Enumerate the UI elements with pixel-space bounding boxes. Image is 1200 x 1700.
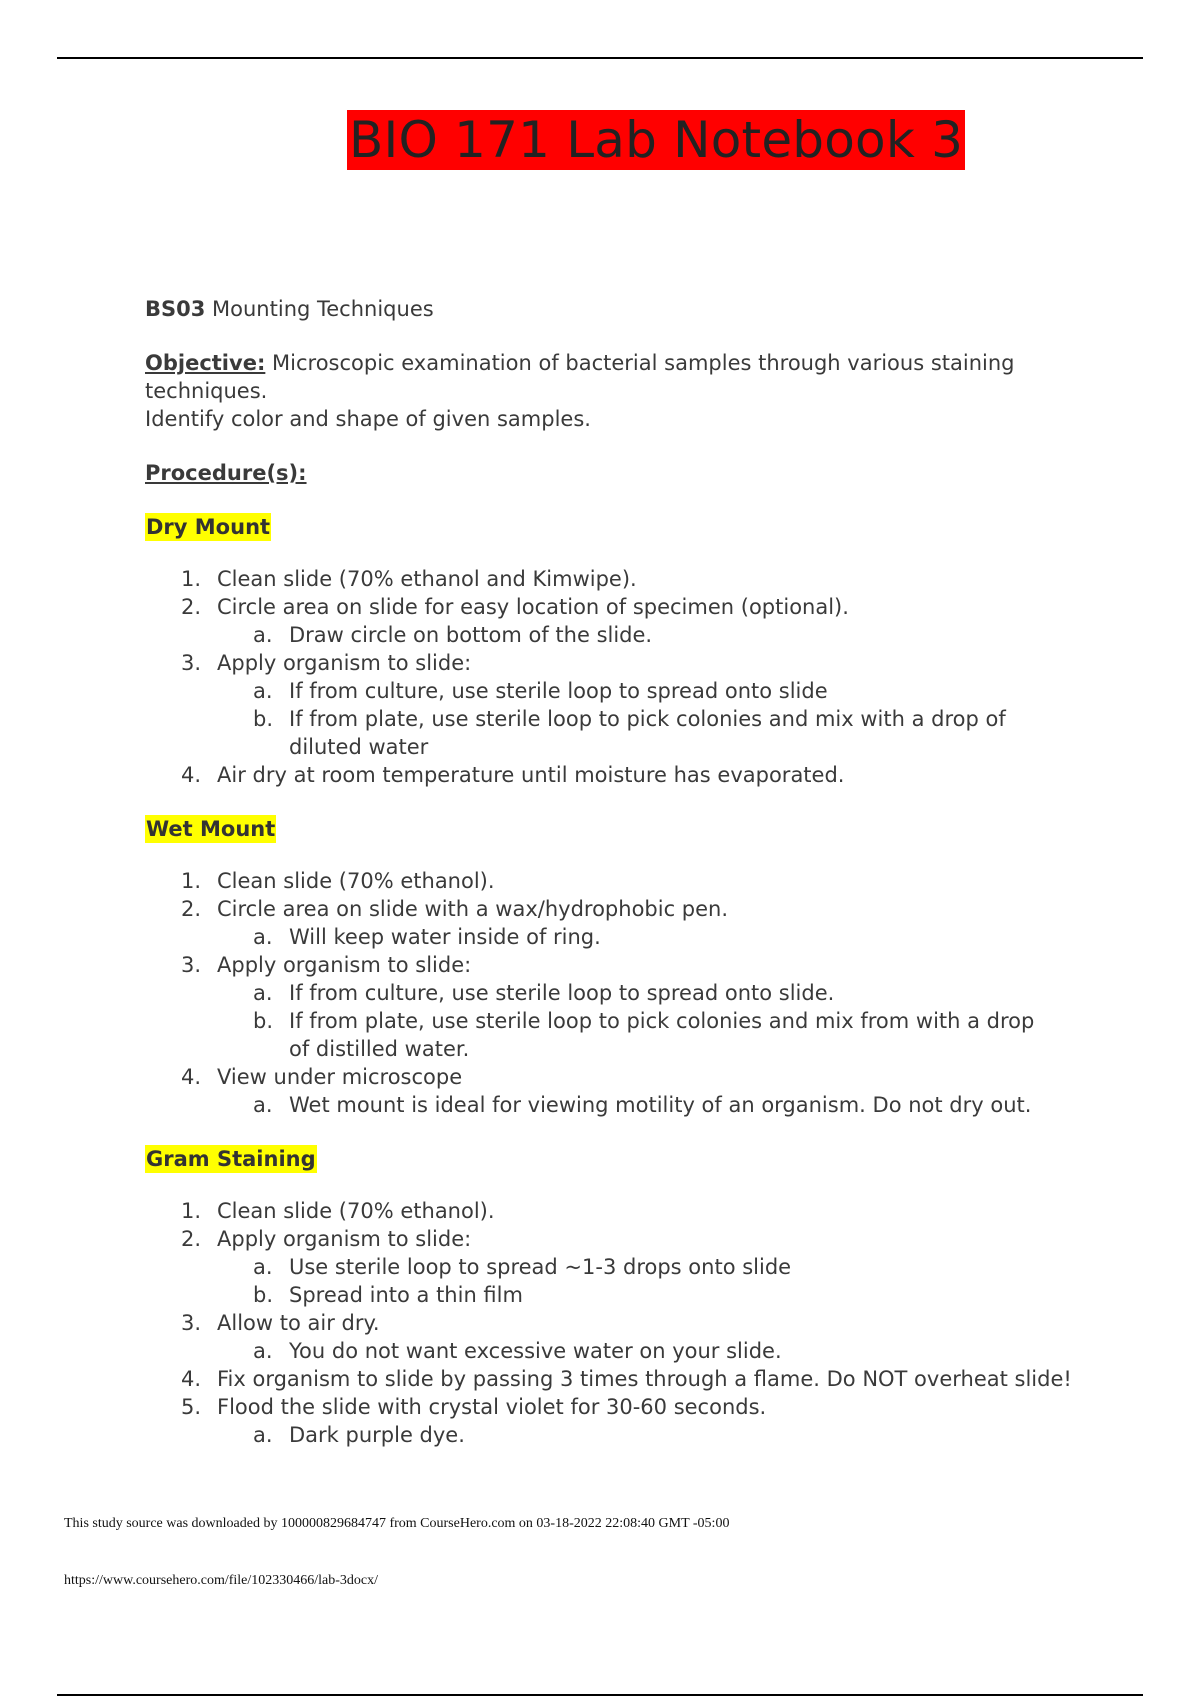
section-title: Dry Mount [146, 515, 271, 539]
list-item [145, 1309, 1075, 1365]
objective-text-line1: Microscopic examination of bacterial samples through various staining techniques. [145, 351, 1015, 403]
sub-steps [217, 979, 1075, 1063]
wet-mount-steps [145, 867, 1075, 1119]
lab-code: BS03 [145, 297, 206, 321]
sub-text: Will keep water inside of ring. [289, 925, 601, 949]
sub-list-item [217, 1007, 1075, 1063]
list-item [145, 649, 1075, 761]
sub-list-item [217, 1421, 1075, 1449]
procedure-label: Procedure(s): [145, 461, 307, 485]
step-text: Apply organism to slide: [217, 1227, 472, 1251]
sub-text: If from culture, use sterile loop to spread onto slide [289, 679, 828, 703]
sub-letter: a. [253, 1423, 273, 1447]
step-number: 1. [181, 567, 202, 591]
section-title: Gram Staining [146, 1147, 316, 1171]
list-item [145, 951, 1075, 1063]
sub-text-line1: If from plate, use sterile loop to pick colonies and mix with a drop of [289, 707, 1006, 731]
sub-steps [217, 677, 1075, 761]
sub-letter: b. [253, 1283, 274, 1307]
step-number: 2. [181, 897, 202, 921]
sub-list-item [217, 1091, 1075, 1119]
objective-label: Objective: [145, 351, 266, 375]
sub-letter: b. [253, 1009, 274, 1033]
sub-steps [217, 621, 1075, 649]
step-text: Clean slide (70% ethanol). [217, 869, 495, 893]
sub-text: Spread into a thin film [289, 1283, 523, 1307]
dry-mount-steps [145, 565, 1075, 789]
section-wet-mount [145, 815, 1075, 843]
procedure-heading [145, 459, 1075, 487]
list-item [145, 1393, 1075, 1449]
list-item [145, 593, 1075, 649]
sub-text: Use sterile loop to spread ~1-3 drops onto slide [289, 1255, 792, 1279]
sub-list-item [217, 1253, 1075, 1281]
step-number: 2. [181, 595, 202, 619]
step-number: 4. [181, 1367, 202, 1391]
step-text: View under microscope [217, 1065, 463, 1089]
step-number: 4. [181, 1065, 202, 1089]
sub-list-item [217, 1337, 1075, 1365]
step-number: 3. [181, 1311, 202, 1335]
step-number: 3. [181, 651, 202, 675]
list-item [145, 895, 1075, 951]
sub-letter: a. [253, 1255, 273, 1279]
step-text: Air dry at room temperature until moisture has evaporated. [217, 763, 845, 787]
step-text: Flood the slide with crystal violet for 30-60 seconds. [217, 1395, 767, 1419]
document-body [145, 295, 1075, 1449]
sub-list-item [217, 677, 1075, 705]
title-block [347, 110, 965, 170]
objective-block [145, 349, 1075, 433]
step-number: 3. [181, 953, 202, 977]
sub-text: Wet mount is ideal for viewing motility of an organism. Do not dry out. [289, 1093, 1032, 1117]
list-item [145, 1197, 1075, 1225]
section-gram-staining [145, 1145, 1075, 1173]
list-item [145, 1063, 1075, 1119]
sub-steps [217, 1091, 1075, 1119]
sub-steps [217, 1253, 1075, 1309]
step-number: 5. [181, 1395, 202, 1419]
step-text: Apply organism to slide: [217, 953, 472, 977]
sub-text-line2: of distilled water. [289, 1037, 470, 1061]
sub-list-item [217, 923, 1075, 951]
list-item [145, 761, 1075, 789]
sub-list-item [217, 705, 1075, 761]
step-text: Allow to air dry. [217, 1311, 380, 1335]
lab-name: Mounting Techniques [205, 297, 434, 321]
download-source-note: This study source was downloaded by 100000829684747 from CourseHero.com on 03-18-2022 22:08:40 GMT -05:00 [64, 1516, 730, 1531]
step-number: 4. [181, 763, 202, 787]
step-text: Circle area on slide with a wax/hydrophobic pen. [217, 897, 729, 921]
sub-letter: a. [253, 981, 273, 1005]
list-item [145, 1225, 1075, 1309]
sub-text: Draw circle on bottom of the slide. [289, 623, 653, 647]
sub-letter: b. [253, 707, 274, 731]
step-number: 2. [181, 1227, 202, 1251]
list-item [145, 1365, 1075, 1393]
step-text: Apply organism to slide: [217, 651, 472, 675]
gram-staining-steps [145, 1197, 1075, 1449]
list-item [145, 867, 1075, 895]
top-rule [57, 57, 1143, 59]
sub-list-item [217, 979, 1075, 1007]
section-dry-mount [145, 513, 1075, 541]
sub-text: Dark purple dye. [289, 1423, 465, 1447]
document-title: BIO 171 Lab Notebook 3 [349, 111, 964, 169]
sub-letter: a. [253, 925, 273, 949]
section-title: Wet Mount [146, 817, 276, 841]
objective-text-line2: Identify color and shape of given samples. [145, 407, 591, 431]
sub-steps [217, 923, 1075, 951]
bottom-rule [57, 1694, 1143, 1696]
sub-letter: a. [253, 1339, 273, 1363]
sub-text: You do not want excessive water on your slide. [289, 1339, 782, 1363]
step-text: Circle area on slide for easy location of specimen (optional). [217, 595, 849, 619]
step-number: 1. [181, 1199, 202, 1223]
step-text: Clean slide (70% ethanol and Kimwipe). [217, 567, 637, 591]
sub-text-line1: If from plate, use sterile loop to pick colonies and mix from with a drop [289, 1009, 1035, 1033]
sub-list-item [217, 1281, 1075, 1309]
sub-text: If from culture, use sterile loop to spread onto slide. [289, 981, 835, 1005]
sub-letter: a. [253, 623, 273, 647]
sub-letter: a. [253, 1093, 273, 1117]
sub-letter: a. [253, 679, 273, 703]
list-item [145, 565, 1075, 593]
step-number: 1. [181, 869, 202, 893]
sub-list-item [217, 621, 1075, 649]
step-text: Clean slide (70% ethanol). [217, 1199, 495, 1223]
lab-heading [145, 295, 1075, 323]
sub-text-line2: diluted water [289, 735, 429, 759]
step-text: Fix organism to slide by passing 3 times through a flame. Do NOT overheat slide! [217, 1367, 1072, 1391]
sub-steps [217, 1337, 1075, 1365]
sub-steps [217, 1421, 1075, 1449]
source-url[interactable]: https://www.coursehero.com/file/102330466/lab-3docx/ [64, 1573, 379, 1588]
